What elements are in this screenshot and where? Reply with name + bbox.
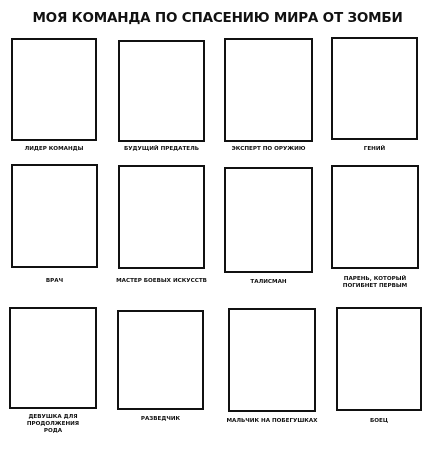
photo-frame-future-traitor[interactable] [118, 40, 205, 142]
frame-label-leader: ЛИДЕР КОМАНДЫ [24, 146, 84, 152]
frame-label-procreation-girl: ДЕВУШКА ДЛЯ ПРОДОЛЖЕНИЯ РОДА [26, 414, 80, 434]
page-title: МОЯ КОМАНДА ПО СПАСЕНИЮ МИРА ОТ ЗОМБИ [32, 10, 403, 26]
photo-frame-fighter[interactable] [336, 307, 422, 411]
frame-label-genius: ГЕНИЙ [363, 146, 386, 152]
photo-frame-genius[interactable] [331, 37, 418, 140]
photo-frame-leader[interactable] [11, 38, 97, 141]
photo-frame-martial-arts-master[interactable] [118, 165, 205, 269]
photo-frame-weapons-expert[interactable] [224, 38, 313, 142]
frame-label-future-traitor: БУДУЩИЙ ПРЕДАТЕЛЬ [123, 146, 200, 152]
frame-label-errand-boy: МАЛЬЧИК НА ПОБЕГУШКАХ [226, 418, 318, 424]
frame-label-martial-arts-master: МАСТЕР БОЕВЫХ ИСКУССТВ [116, 278, 207, 284]
frame-label-scout: РАЗВЕДЧИК [140, 416, 181, 422]
frame-label-first-to-die: ПАРЕНЬ, КОТОРЫЙ ПОГИБНЕТ ПЕРВЫМ [342, 276, 408, 289]
photo-frame-scout[interactable] [117, 310, 204, 410]
frame-label-mascot: ТАЛИСМАН [250, 279, 287, 285]
photo-frame-first-to-die[interactable] [331, 165, 419, 269]
photo-frame-mascot[interactable] [224, 167, 313, 273]
photo-frame-procreation-girl[interactable] [9, 307, 97, 409]
photo-frame-errand-boy[interactable] [228, 308, 316, 412]
frame-label-fighter: БОЕЦ [369, 418, 389, 424]
frame-label-doctor: ВРАЧ [45, 278, 64, 284]
photo-frame-doctor[interactable] [11, 164, 98, 268]
frame-label-weapons-expert: ЭКСПЕРТ ПО ОРУЖИЮ [231, 146, 306, 152]
